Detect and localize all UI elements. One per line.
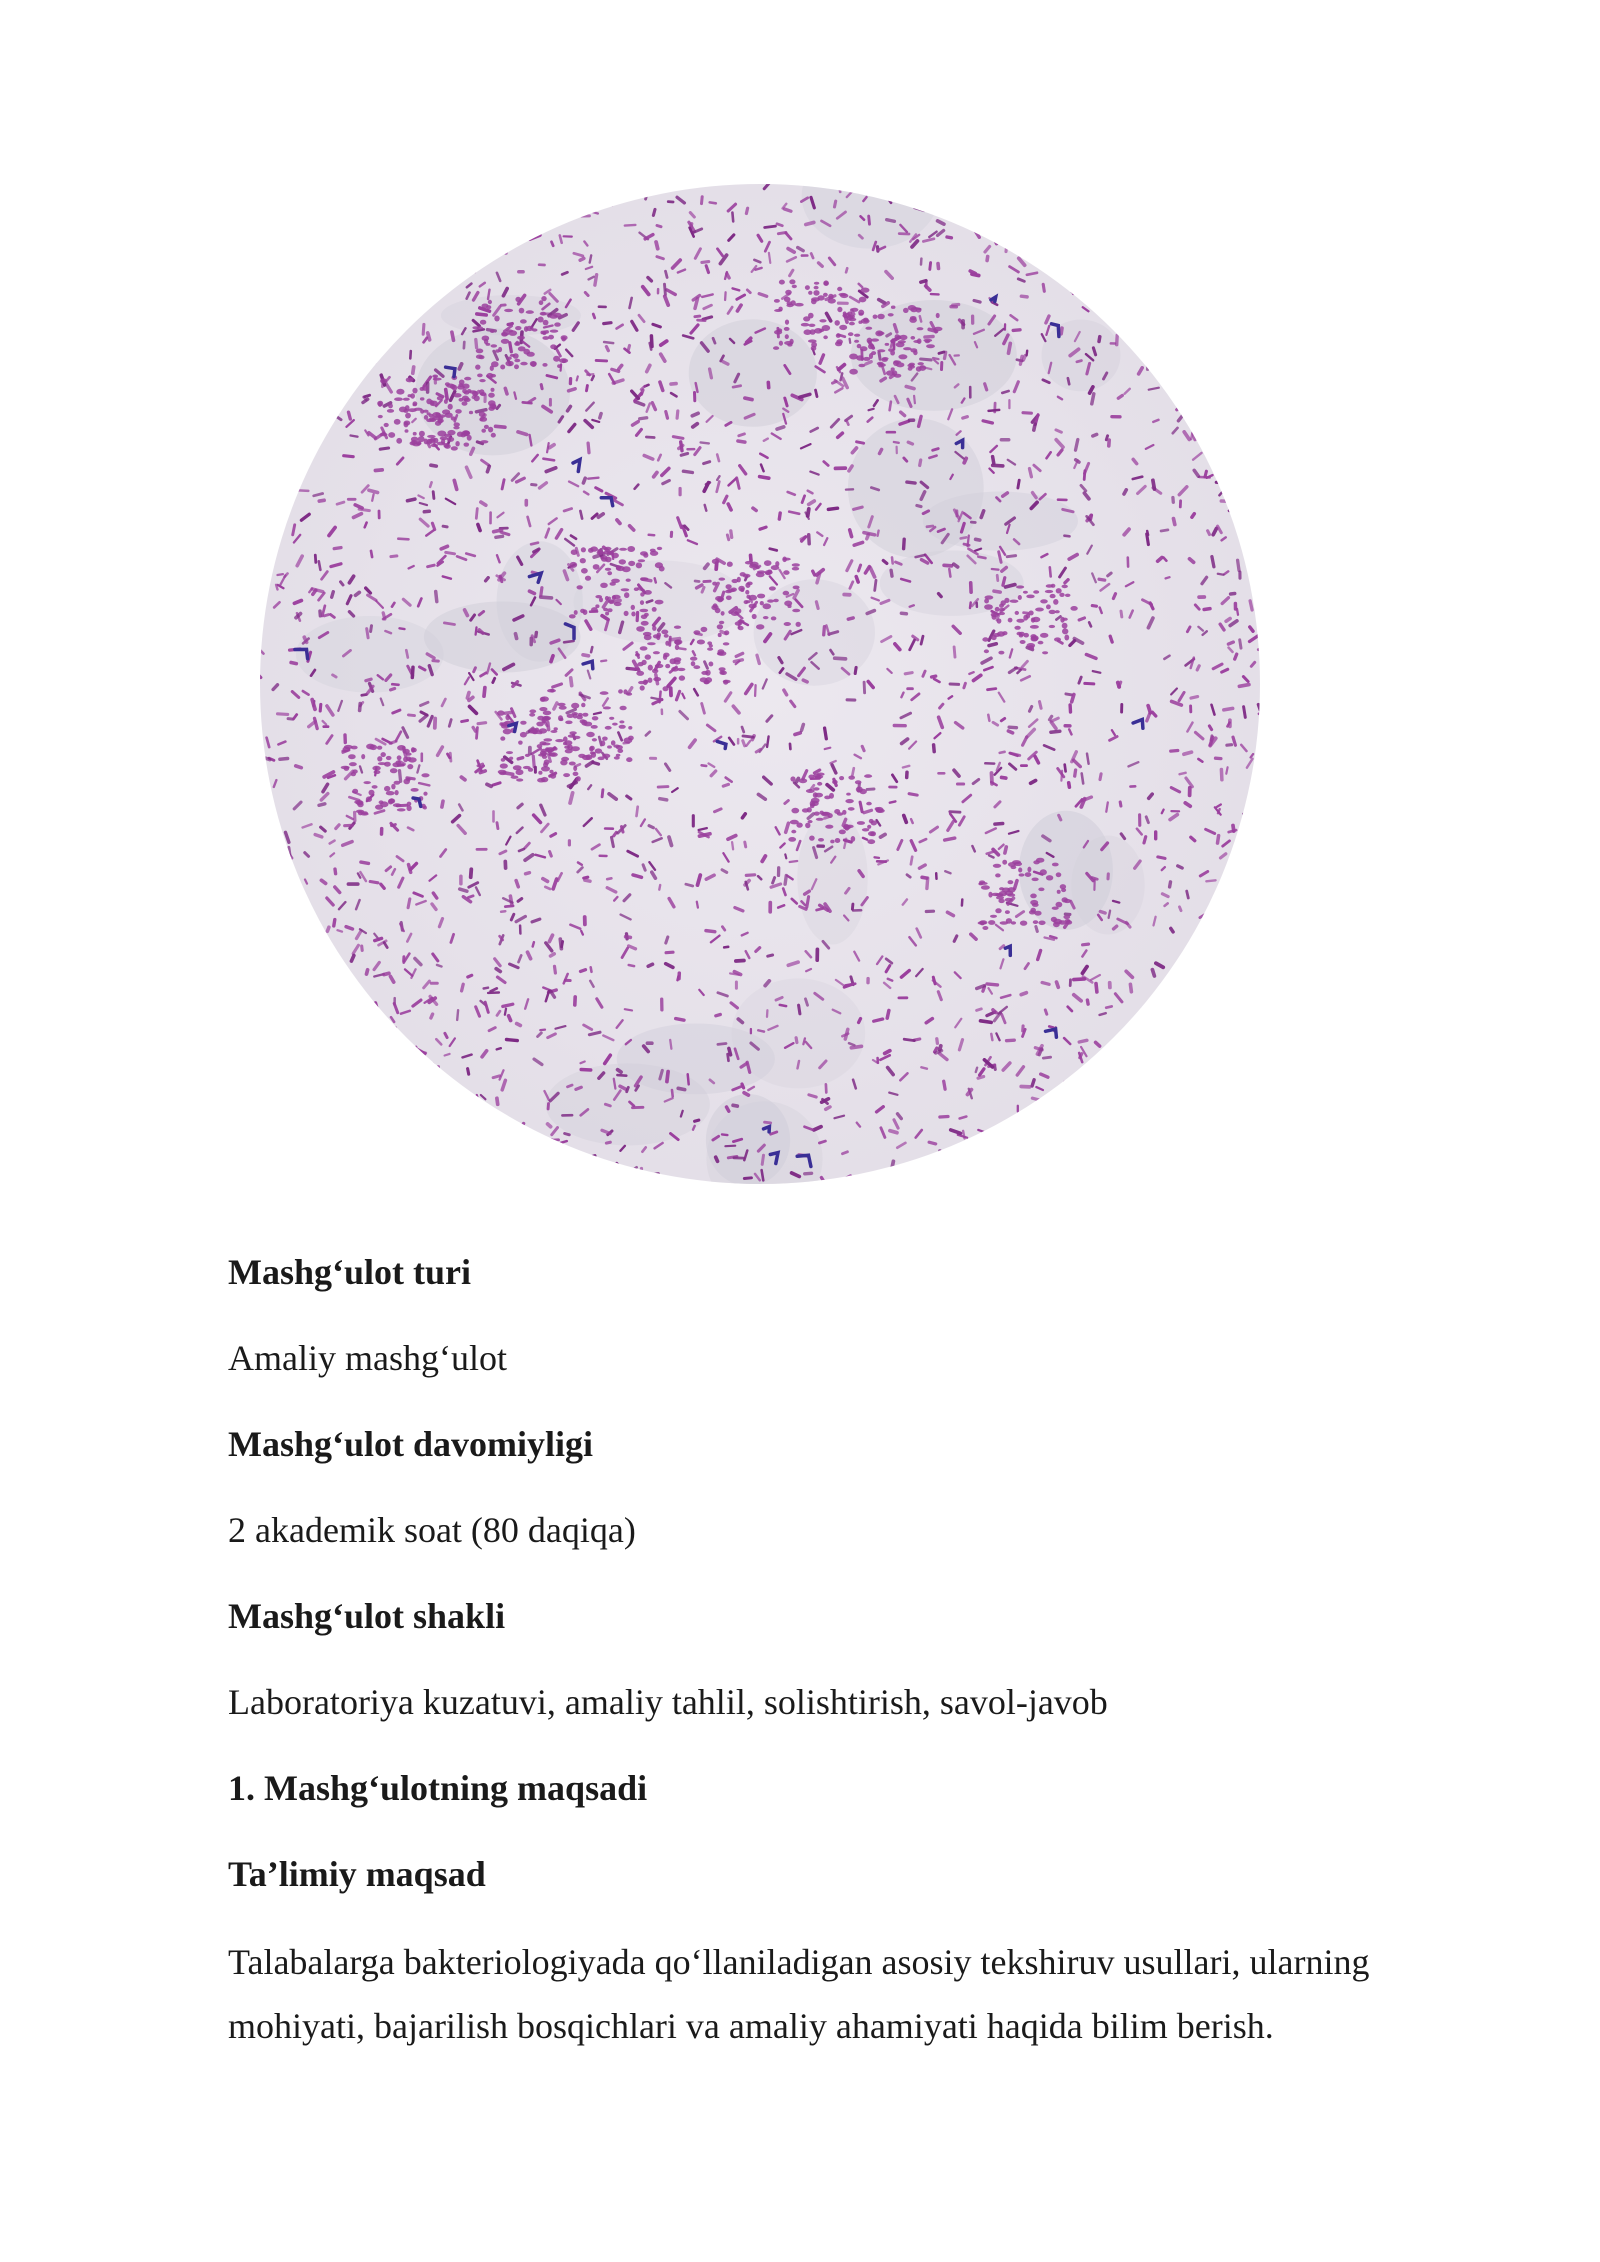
section-heading-duration: Mashg‘ulot davomiyligi <box>228 1424 594 1464</box>
micrograph-image <box>258 182 1262 1186</box>
lesson-type-value: Amaliy mashg‘ulot <box>228 1338 507 1378</box>
section-heading-goal: 1. Mashg‘ulotning maqsadi <box>228 1768 648 1808</box>
section-heading-lesson-type: Mashg‘ulot turi <box>228 1252 471 1292</box>
document-body <box>228 1252 1428 2104</box>
form-value: Laboratoriya kuzatuvi, amaliy tahlil, solishtirish, savol-javob <box>228 1682 1108 1722</box>
section-heading-educational-goal: Ta’limiy maqsad <box>228 1854 486 1894</box>
educational-goal-text: Talabalarga bakteriologiyada qo‘llaniladigan asosiy tekshiruv usullari, ularning mohiyati, bajarilish bosqichlari va amaliy ahamiyati haqida bilim berish. <box>228 1942 1370 2046</box>
duration-value: 2 akademik soat (80 daqiqa) <box>228 1510 636 1550</box>
microscope-field-icon <box>258 182 1262 1186</box>
section-heading-form: Mashg‘ulot shakli <box>228 1596 506 1636</box>
